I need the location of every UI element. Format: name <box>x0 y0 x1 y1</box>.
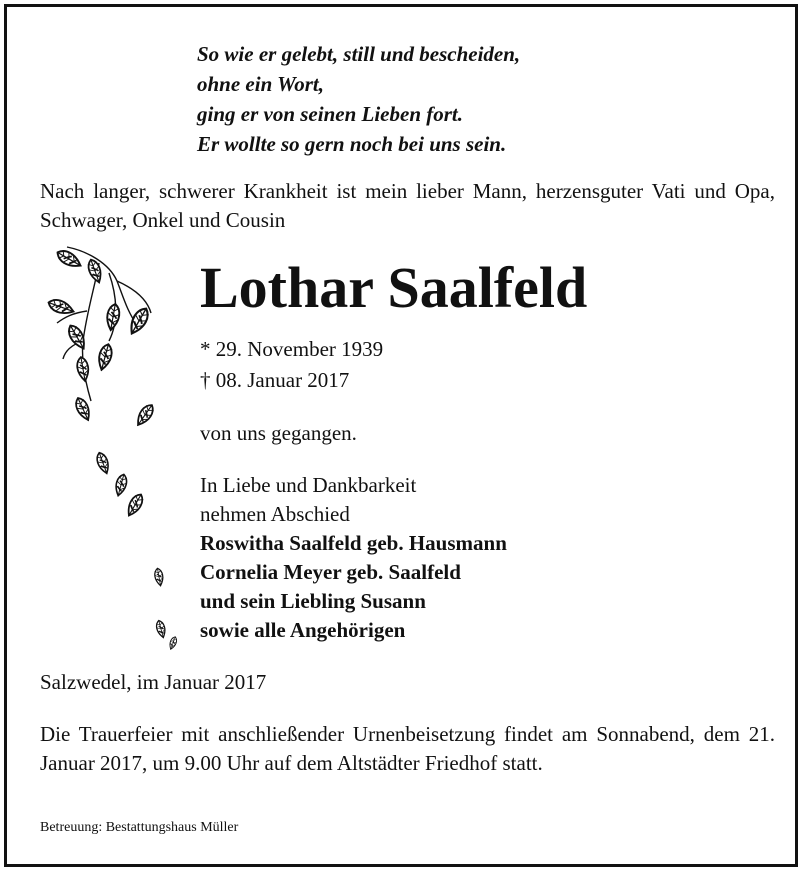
poem-line: Er wollte so gern noch bei uns sein. <box>197 132 507 156</box>
memorial-poem <box>197 39 520 159</box>
funeral-notice: Die Trauerfeier mit anschließender Urnenbeisetzung findet am Sonnabend, dem 21. Januar 2017, um 9.00 Uhr auf dem Altstädter Friedhof statt. <box>40 722 775 775</box>
leaf-icon <box>168 636 178 651</box>
poem-line: ohne ein Wort, <box>197 72 325 96</box>
mourner-name: sowie alle Angehörigen <box>200 618 406 642</box>
leaf-icon <box>75 356 90 383</box>
mourners-intro-line: nehmen Abschied <box>200 502 350 526</box>
leaf-icon <box>105 303 122 332</box>
leaf-icon <box>95 451 112 476</box>
leaf-icon <box>155 619 167 639</box>
mourner-name: und sein Liebling Susann <box>200 589 426 613</box>
poem-line: ging er von seinen Lieben fort. <box>197 102 463 126</box>
leaf-icon <box>124 492 146 519</box>
funeral-home-credit: Betreuung: Bestattungshaus Müller <box>40 820 239 835</box>
falling-leaves-illustration <box>47 241 187 661</box>
leaf-icon <box>154 568 165 588</box>
leaf-icon <box>113 473 129 498</box>
passed-text: von uns gegangen. <box>200 421 357 445</box>
mourner-name: Cornelia Meyer geb. Saalfeld <box>200 560 461 584</box>
mourner-name: Roswitha Saalfeld geb. Hausmann <box>200 531 507 555</box>
place-date: Salzwedel, im Januar 2017 <box>40 670 267 694</box>
mourners-block <box>200 471 507 645</box>
deceased-name: Lothar Saalfeld <box>200 255 588 320</box>
leaf-icon <box>126 305 152 337</box>
birth-date: * 29. November 1939 <box>200 337 384 361</box>
leaf-icon <box>95 343 114 373</box>
death-date: † 08. Januar 2017 <box>200 368 350 392</box>
life-dates <box>200 334 383 396</box>
mourners-intro-line: In Liebe und Dankbarkeit <box>200 473 417 497</box>
poem-line: So wie er gelebt, still und bescheiden, <box>197 42 521 66</box>
obituary-frame <box>4 4 798 867</box>
intro-text: Nach langer, schwerer Krankheit ist mein lieber Mann, herzensguter Vati und Opa, Schwager, Onkel und Cousin <box>40 179 775 232</box>
leaf-icon <box>133 402 157 429</box>
